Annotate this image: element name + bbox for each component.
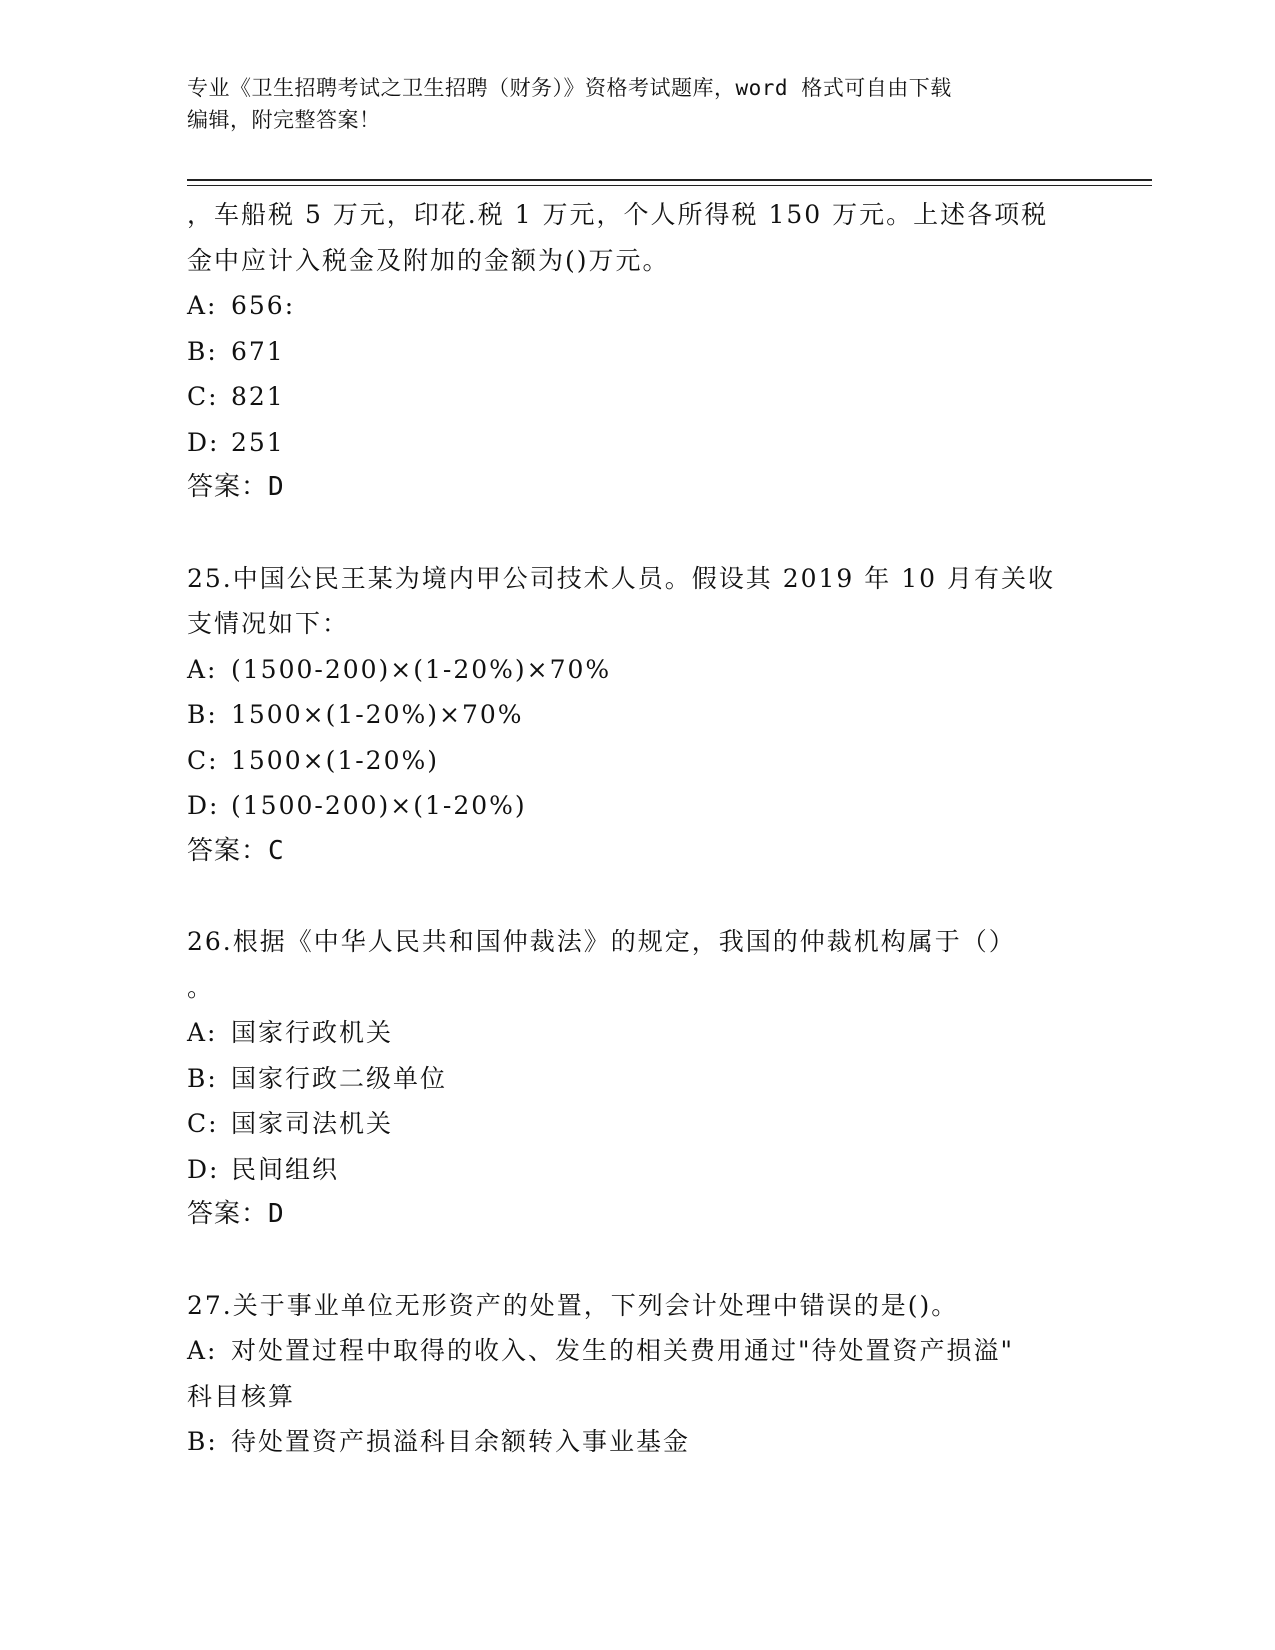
option-text: 1500×(1-20%)×70% xyxy=(231,700,524,729)
option-c xyxy=(187,738,1077,784)
option-text: 待处置资产损溢科目余额转入事业基金 xyxy=(231,1427,691,1456)
spacer xyxy=(187,511,1077,556)
answer: 答案：D xyxy=(187,1199,285,1229)
question-27 xyxy=(187,1283,1077,1465)
option-b xyxy=(187,1056,1077,1102)
option-text: 1500×(1-20%) xyxy=(231,745,439,775)
option-d xyxy=(187,1147,1077,1193)
option-d xyxy=(187,783,1077,829)
question-list xyxy=(187,192,1077,1465)
option-label: D: xyxy=(187,427,220,457)
option-text: 821 xyxy=(231,382,285,411)
question-text: 27.关于事业单位无形资产的处置，下列会计处理中错误的是()。 xyxy=(187,1290,959,1320)
option-label: A: xyxy=(187,291,218,320)
option-text: 对处置过程中取得的收入、发生的相关费用通过"待处置资产损溢" xyxy=(231,1336,1015,1365)
header-divider-thick xyxy=(187,179,1152,181)
question-26 xyxy=(187,919,1077,1238)
option-label: B: xyxy=(187,1427,218,1456)
option-label: B: xyxy=(187,336,218,366)
header-divider-thin xyxy=(187,185,1152,186)
option-label: A: xyxy=(187,1336,218,1365)
question-text: 26.根据《中华人民共和国仲裁法》的规定，我国的仲裁机构属于（） xyxy=(187,927,1016,956)
spacer xyxy=(187,1238,1077,1283)
option-c xyxy=(187,374,1077,420)
option-label: D: xyxy=(187,1154,220,1184)
option-d xyxy=(187,420,1077,466)
option-label: B: xyxy=(187,700,218,729)
option-label: D: xyxy=(187,791,220,820)
option-label: C: xyxy=(187,382,219,411)
document-header xyxy=(187,72,1067,136)
option-label: C: xyxy=(187,745,219,775)
option-text: 国家行政机关 xyxy=(231,1018,394,1047)
option-text: (1500-200)×(1-20%)×70% xyxy=(231,654,612,684)
header-line-2: 编辑，附完整答案！ xyxy=(187,108,381,132)
option-a xyxy=(187,283,1077,329)
option-b xyxy=(187,329,1077,375)
option-label: A: xyxy=(187,654,218,684)
option-text: 国家司法机关 xyxy=(231,1109,394,1138)
question-text: 支情况如下： xyxy=(187,609,350,638)
option-label: B: xyxy=(187,1063,218,1093)
option-a-continued: 科目核算 xyxy=(187,1381,296,1411)
option-a xyxy=(187,647,1077,693)
option-b xyxy=(187,692,1077,738)
option-text: 国家行政二级单位 xyxy=(231,1063,448,1093)
option-text: (1500-200)×(1-20%) xyxy=(231,791,527,820)
question-24 xyxy=(187,192,1077,511)
question-text: 金中应计入税金及附加的金额为()万元。 xyxy=(187,245,670,275)
option-a xyxy=(187,1010,1077,1056)
option-text: 民间组织 xyxy=(231,1154,340,1184)
option-b xyxy=(187,1419,1077,1465)
option-label: C: xyxy=(187,1109,219,1138)
option-c xyxy=(187,1101,1077,1147)
question-text: 。 xyxy=(187,972,215,1002)
header-line-1: 专业《卫生招聘考试之卫生招聘（财务）》资格考试题库，word 格式可自由下载 xyxy=(187,76,952,100)
option-text: 251 xyxy=(231,427,285,457)
spacer xyxy=(187,874,1077,919)
option-label: A: xyxy=(187,1018,218,1047)
question-text: ，车船税 5 万元，印花.税 1 万元，个人所得税 150 万元。上述各项税 xyxy=(187,200,1049,229)
question-text: 25.中国公民王某为境内甲公司技术人员。假设其 2019 年 10 月有关收 xyxy=(187,563,1055,593)
option-text: 671 xyxy=(231,336,285,366)
option-a xyxy=(187,1328,1077,1374)
question-25 xyxy=(187,556,1077,875)
option-text: 656: xyxy=(231,291,296,320)
answer: 答案：D xyxy=(187,472,285,502)
answer: 答案：C xyxy=(187,835,285,866)
